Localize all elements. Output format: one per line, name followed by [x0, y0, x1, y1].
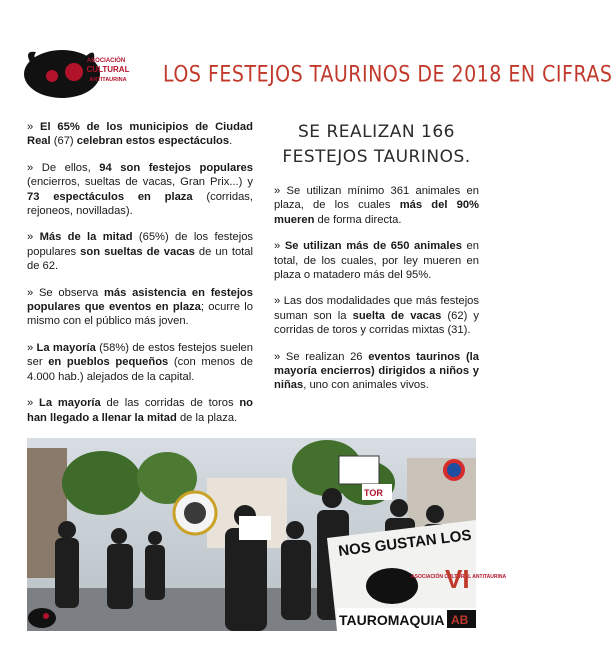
photo-corner-logo	[28, 608, 56, 628]
left-column	[27, 120, 253, 437]
right-paragraph	[274, 294, 479, 337]
emphasis-text: celebran estos espectáculos	[76, 135, 230, 148]
emphasis-text: El 65% de los municipios de Ciudad Real	[27, 121, 253, 148]
body-text: de las corridas de toros	[100, 397, 240, 410]
body-text: » De ellos,	[27, 161, 100, 174]
body-text: de un total de 62.	[27, 245, 253, 273]
body-text: (65%) de los festejos populares	[27, 231, 254, 258]
emphasis-text: en pueblos pequeños	[48, 356, 169, 369]
banner-text-line-1: NOS GUSTAN LOS	[337, 526, 473, 560]
body-text: en total, de los cuales, por ley mueren en plaza o matadero más del 95%.	[274, 240, 479, 282]
body-text: de forma directa.	[314, 213, 402, 226]
emphasis-text: Se utilizan más de 650 animales	[284, 240, 462, 253]
body-text: (62) y corridas de toros y corridas mixtas (31).	[274, 309, 479, 337]
emphasis-text: son sueltas de vacas	[80, 245, 195, 258]
body-text: »	[274, 240, 285, 253]
body-text: »	[27, 341, 37, 354]
page-title: LOS FESTEJOS TAURINOS DE 2018 EN CIFRAS	[163, 62, 612, 88]
right-paragraph	[274, 184, 479, 227]
protest-photo	[27, 438, 507, 631]
emphasis-text: 73 espectáculos en plaza	[27, 190, 193, 203]
body-text: »	[27, 231, 40, 244]
body-text: (encierros, sueltas de vacas, Gran Prix...) y	[27, 176, 253, 189]
emphasis-text: La mayoría	[36, 341, 96, 354]
left-paragraph	[27, 286, 253, 329]
body-text: » Se utilizan mínimo 361 animales en plaza, de los cuales	[274, 185, 479, 212]
left-paragraph	[27, 341, 253, 384]
body-text: .	[229, 135, 233, 148]
body-text: »	[27, 397, 40, 410]
body-text: (67)	[50, 135, 77, 148]
logo-text-line-1: ASOCIACIÓN	[86, 58, 126, 64]
body-text: de la plaza.	[176, 411, 238, 424]
right-column	[274, 120, 479, 405]
body-text: (58%) de estos festejos suelen ser	[27, 341, 253, 369]
emphasis-text: 94 son festejos populares	[99, 161, 253, 174]
banner-text-vi: VI	[445, 564, 470, 594]
body-text: (corridas, rejoneos, novilladas).	[27, 190, 253, 218]
body-text: » Se observa	[27, 286, 104, 299]
banner-text-ab: AB	[451, 613, 469, 627]
logo-text-line-3: ANTITAURINA	[89, 77, 127, 83]
emphasis-text: suelta de vacas	[352, 309, 442, 322]
body-text: » Las dos modalidades que más festejos suman son la	[274, 295, 479, 322]
body-text: (con menos de 4.000 hab.) alejados de la capital.	[27, 356, 253, 383]
body-text: »	[27, 121, 41, 133]
emphasis-text: más asistencia en festejos populares que eventos en plaza	[27, 286, 253, 314]
emphasis-text: no han llegado a llenar la mitad	[27, 397, 253, 424]
body-text: » Se realizan 26	[274, 350, 369, 363]
right-paragraph	[274, 239, 479, 282]
right-subheading: SE REALIZAN 166 FESTEJOS TAURINOS.	[282, 122, 471, 167]
banner-logo-text: ASOCIACIÓN CULTURAL ANTITAURINA	[411, 574, 507, 580]
body-text: ; ocurre lo mismo con el público más joven.	[27, 301, 253, 328]
right-paragraph	[274, 350, 479, 393]
left-paragraph	[27, 161, 253, 219]
left-paragraph	[27, 396, 253, 425]
body-text: , uno con animales vivos.	[303, 379, 429, 392]
logo-text-line-2: CULTURAL	[86, 65, 130, 74]
association-logo	[22, 42, 130, 104]
left-paragraph	[27, 230, 253, 273]
banner-text-line-2: TAUROMAQUIA	[339, 612, 445, 628]
photo-sign-text: TOR	[364, 488, 383, 498]
emphasis-text: La mayoría	[39, 397, 101, 410]
emphasis-text: Más de la mitad	[39, 231, 133, 244]
left-paragraph	[27, 120, 253, 149]
emphasis-text: eventos taurinos (la mayoría encierros) dirigidos a niños y niñas	[274, 350, 480, 392]
emphasis-text: más del 90% mueren	[274, 199, 480, 226]
